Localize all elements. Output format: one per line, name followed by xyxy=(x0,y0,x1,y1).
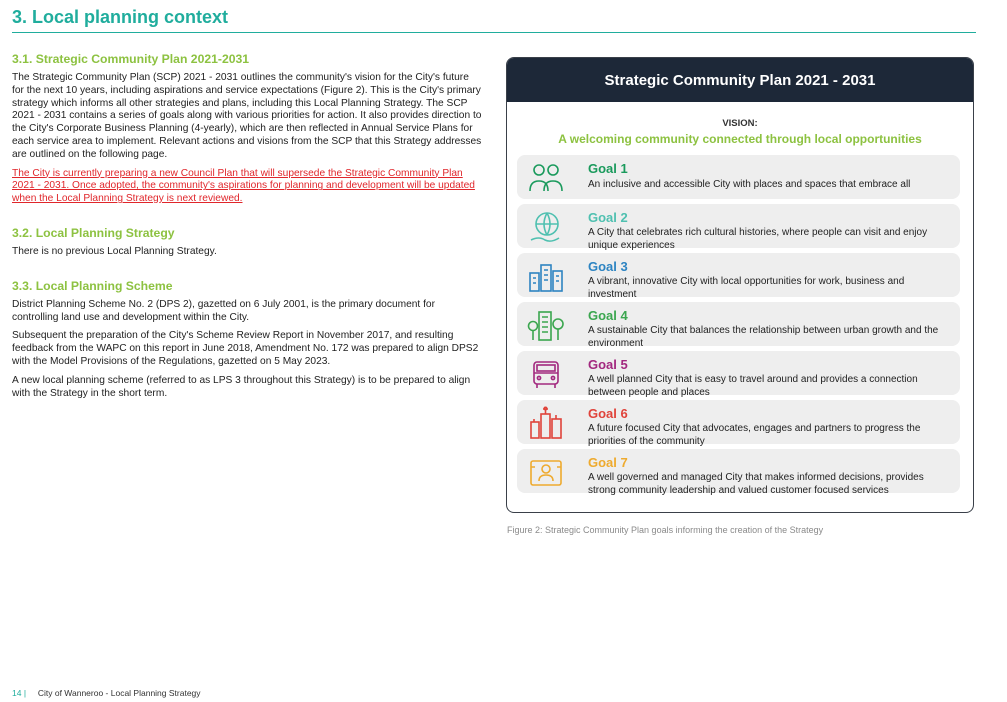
page-footer xyxy=(12,688,201,698)
vision-text: A welcoming community connected through local opportunities xyxy=(558,132,922,146)
goal-description: A well planned City that is easy to travel around and provides a connection between people and places xyxy=(588,374,918,398)
paragraph: District Planning Scheme No. 2 (DPS 2), gazetted on 6 July 2001, is the primary document for controlling land use and development within the City. xyxy=(12,298,435,323)
paragraph: Subsequent the preparation of the City's Scheme Review Report in November 2017, and resulting feedback from the WAPC on this report in June 2018, Amendment No. 172 was prepared to align DPS2 with the Model Provisions of the Regulations, gazetted on 5 May 2023. xyxy=(12,330,479,367)
goals-list xyxy=(517,155,960,498)
figure-caption: Figure 2: Strategic Community Plan goals informing the creation of the Strategy xyxy=(507,525,824,535)
panel-title: Strategic Community Plan 2021 - 2031 xyxy=(507,58,973,102)
goal-card xyxy=(517,351,960,398)
page-number: 14 | xyxy=(12,688,27,698)
goal-title: Goal 6 xyxy=(588,406,628,421)
goal-description: A future focused City that advocates, engages and partners to progress the priorities of the community xyxy=(588,423,921,447)
goal-title: Goal 5 xyxy=(588,357,628,372)
title-divider xyxy=(12,32,976,33)
goal-card xyxy=(517,449,960,496)
goal-card xyxy=(517,400,960,447)
goal-title: Goal 7 xyxy=(588,455,628,470)
goal-card xyxy=(517,204,960,251)
governance-icon xyxy=(527,455,565,489)
building-tree-icon xyxy=(527,308,565,342)
scp-figure-panel xyxy=(506,57,974,513)
goal-title: Goal 3 xyxy=(588,259,628,274)
goal-description: A City that celebrates rich cultural histories, where people can visit and enjoy unique experiences xyxy=(588,227,928,251)
goal-title: Goal 4 xyxy=(588,308,628,323)
goal-description: A well governed and managed City that makes informed decisions, provides strong community leadership and valued customer focused services xyxy=(588,472,924,496)
future-city-icon xyxy=(527,406,565,440)
vision-label: VISION: xyxy=(722,118,758,129)
people-icon xyxy=(527,161,565,195)
goal-description: A vibrant, innovative City with local opportunities for work, business and investment xyxy=(588,276,905,300)
city-buildings-icon xyxy=(527,259,565,293)
paragraph: The Strategic Community Plan (SCP) 2021 - 2031 outlines the community's vision for the City's future for the next 10 years, including aspirations and service expectations (Figure 2). This is the City's primary strategy which informs all other strategies and plans, including this Local Planning Strategy. The SCP 2021 - 2031 contains a series of goals along with various priorities for action. It also provides direction to the City's Corporate Business Planning (4-yearly), which are then reflected in Annual Service Plans for each service area to implement. Relevant actions and visions from the SCP that this Strategy addresses are outlined on the following page. xyxy=(12,72,482,160)
goal-card xyxy=(517,302,960,349)
goal-title: Goal 2 xyxy=(588,210,628,225)
section-heading-3-3: 3.3. Local Planning Scheme xyxy=(12,278,173,293)
goal-title: Goal 1 xyxy=(588,161,628,176)
goal-description: An inclusive and accessible City with places and spaces that embrace all xyxy=(588,179,911,190)
section-heading-3-1: 3.1. Strategic Community Plan 2021-2031 xyxy=(12,52,250,66)
globe-hand-icon xyxy=(527,210,565,244)
footer-text: City of Wanneroo - Local Planning Strategy xyxy=(37,688,201,698)
goal-card xyxy=(517,253,960,300)
paragraph: A new local planning scheme (referred to as LPS 3 throughout this Strategy) is to be prepared to align with the Strategy in the short term. xyxy=(12,374,471,399)
paragraph: There is no previous Local Planning Strategy. xyxy=(12,245,217,257)
section-heading-3-2: 3.2. Local Planning Strategy xyxy=(12,225,175,240)
bus-icon xyxy=(527,357,565,391)
goal-description: A sustainable City that balances the relationship between urban growth and the environment xyxy=(588,325,939,349)
goal-card xyxy=(517,155,960,199)
highlighted-paragraph: The City is currently preparing a new Council Plan that will supersede the Strategic Community Plan 2021 - 2031. Once adopted, the community's aspirations for planning and development will be updated when the Local Planning Strategy is next reviewed. xyxy=(12,167,475,205)
left-column xyxy=(12,52,482,406)
page-title: 3. Local planning context xyxy=(12,7,229,27)
